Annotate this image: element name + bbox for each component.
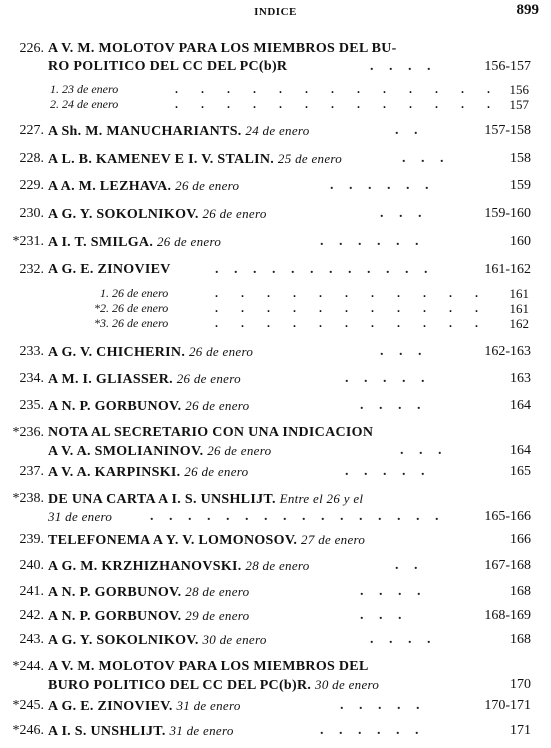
entry-pages: 170	[510, 677, 531, 692]
entry-date: 26 de enero	[156, 234, 222, 249]
entry-title: NOTA AL SECRETARIO CON UNA INDICACION	[48, 425, 374, 440]
entry-date: 28 de enero	[185, 584, 250, 599]
sub-label: 1.	[100, 286, 109, 300]
leader-dots: . . . .	[360, 584, 427, 599]
entry-number: 235.	[19, 398, 44, 413]
entry-title: A V. M. MOLOTOV PARA LOS MIEMBROS DEL BU-	[48, 41, 397, 56]
entry-title: DE UNA CARTA A I. S. UNSHLIJT.	[48, 492, 276, 507]
leader-dots: . . . . . . . . . . .	[215, 301, 488, 315]
entry-date: 30 de enero	[202, 632, 267, 647]
entry-pages: 159	[510, 178, 531, 193]
entry-number: *244.	[12, 659, 44, 674]
sub-entry	[0, 97, 551, 112]
entry-number: 226.	[19, 41, 44, 56]
entry-date-cont: 31 de enero	[48, 509, 113, 524]
leader-dots: . . .	[400, 443, 448, 458]
entry-date: 26 de enero	[176, 371, 241, 386]
entry-date: 26 de enero	[184, 464, 249, 479]
sub-entry	[0, 82, 551, 97]
page-header	[0, 0, 551, 24]
sub-date: 23 de enero	[62, 82, 119, 96]
leader-dots: . . . .	[370, 59, 437, 74]
entry-date: 31 de enero	[176, 698, 241, 713]
entry-pages: 165	[510, 464, 531, 479]
entry-number: 243.	[19, 632, 44, 647]
entry-pages: 160	[510, 234, 531, 249]
page-number: 899	[516, 2, 539, 18]
entry-pages: 167-168	[484, 558, 531, 573]
entry-pages: 161-162	[484, 262, 531, 277]
header-title: INDICE	[254, 6, 297, 18]
sub-pages: 157	[509, 97, 529, 112]
entry-title: A G. Y. SOKOLNIKOV.	[48, 633, 199, 648]
leader-dots: . . .	[380, 206, 428, 221]
leader-dots: . . . . . . . . . . . . .	[175, 97, 500, 111]
entry-number: *238.	[12, 491, 44, 506]
entry-title: A G. V. CHICHERIN.	[48, 345, 186, 360]
sub-pages: 156	[509, 82, 529, 97]
sub-label: 1.	[50, 82, 59, 96]
entry-date: 29 de enero	[185, 608, 250, 623]
entry-pages: 165-166	[484, 509, 531, 524]
sub-entry	[0, 286, 551, 301]
entry-number: 229.	[19, 178, 44, 193]
entry-title: A G. Y. SOKOLNIKOV.	[48, 207, 199, 222]
entry-number: 227.	[19, 123, 44, 138]
entry-pages: 164	[510, 398, 531, 413]
leader-dots: . . . . . . . . . . .	[215, 286, 488, 300]
entry-pages: 159-160	[484, 206, 531, 221]
entry-date: 28 de enero	[245, 558, 310, 573]
entry-date: 30 de enero	[315, 677, 380, 692]
entry-title: A V. M. MOLOTOV PARA LOS MIEMBROS DEL	[48, 659, 369, 674]
leader-dots: . . . .	[360, 398, 427, 413]
entry-pages: 164	[510, 443, 531, 458]
entry-pages: 157-158	[484, 123, 531, 138]
entry-title: A V. A. KARPINSKI.	[48, 465, 181, 480]
sub-date: 24 de enero	[62, 97, 119, 111]
entry-date: 27 de enero	[301, 532, 366, 547]
entry-number: 230.	[19, 206, 44, 221]
entry-pages: 171	[510, 723, 531, 738]
entry-date: 31 de enero	[169, 723, 234, 738]
entry-title: A A. M. LEZHAVA.	[48, 179, 172, 194]
entry-pages: 166	[510, 532, 531, 547]
entry-pages: 163	[510, 371, 531, 386]
entry-title: A G. M. KRZHIZHANOVSKI.	[48, 559, 242, 574]
entry-pages: 168	[510, 584, 531, 599]
leader-dots: . . .	[360, 608, 408, 623]
entry-title: A Sh. M. MANUCHARIANTS.	[48, 124, 242, 139]
leader-dots: . . .	[380, 344, 428, 359]
entry-title-cont: A V. A. SMOLIANINOV.	[48, 444, 204, 459]
entry-number: 228.	[19, 151, 44, 166]
leader-dots: . . . .	[370, 632, 437, 647]
sub-entry	[0, 301, 551, 316]
entry-number: 240.	[19, 558, 44, 573]
entry-title: A N. P. GORBUNOV.	[48, 609, 182, 624]
entry-number: 242.	[19, 608, 44, 623]
entry-date: 24 de enero	[245, 123, 310, 138]
entry-date: 26 de enero	[188, 344, 254, 359]
entry-date: 25 de enero	[277, 151, 343, 166]
entry-title: A L. B. KAMENEV E I. V. STALIN.	[48, 152, 275, 167]
entry-title-cont: RO POLITICO DEL CC DEL PC(b)R	[48, 59, 288, 74]
entry-date: Entre el 26 y el	[279, 491, 364, 506]
entry-pages: 170-171	[484, 698, 531, 713]
leader-dots: . . . . .	[340, 698, 426, 713]
sub-pages: 161	[509, 286, 529, 301]
entry-pages: 162-163	[484, 344, 531, 359]
entry-pages: 156-157	[484, 59, 531, 74]
leader-dots: . .	[395, 123, 424, 138]
leader-dots: . . . . . . . . . . . .	[215, 262, 434, 277]
entry-title: A N. P. GORBUNOV.	[48, 399, 182, 414]
entry-date: 26 de enero	[207, 443, 272, 458]
leader-dots: . . . . . . . . . . . . .	[175, 82, 500, 96]
sub-pages: 162	[509, 316, 529, 331]
entry-number: 239.	[19, 532, 44, 547]
entry-number: 232.	[19, 262, 44, 277]
leader-dots: . . . . .	[345, 371, 431, 386]
leader-dots: . . . . . .	[320, 234, 425, 249]
entry-title: A G. E. ZINOVIEV	[48, 262, 171, 277]
entry-number: 234.	[19, 371, 44, 386]
leader-dots: . . . . . . . . . . . . . . . .	[150, 509, 445, 524]
entry-number: 241.	[19, 584, 44, 599]
entry-title: A N. P. GORBUNOV.	[48, 585, 182, 600]
entry-pages: 158	[510, 151, 531, 166]
entry-number: *236.	[12, 425, 44, 440]
sub-date: 26 de enero	[112, 301, 169, 315]
leader-dots: . .	[395, 558, 424, 573]
entry-title: TELEFONEMA A Y. V. LOMONOSOV.	[48, 533, 298, 548]
entry-number: *246.	[12, 723, 44, 738]
leader-dots: . . . . .	[345, 464, 431, 479]
sub-entry	[0, 316, 551, 331]
sub-date: 26 de enero	[112, 316, 169, 330]
entry-number: *245.	[12, 698, 44, 713]
leader-dots: . . . . . .	[320, 723, 425, 738]
entry-title: A G. E. ZINOVIEV.	[48, 699, 173, 714]
leader-dots: . . .	[402, 151, 450, 166]
sub-label: *3.	[94, 316, 109, 330]
leader-dots: . . . . . .	[330, 178, 435, 193]
entry-title: A M. I. GLIASSER.	[48, 372, 173, 387]
entry-number: *231.	[12, 234, 44, 249]
sub-label: *2.	[94, 301, 109, 315]
entry-pages: 168-169	[484, 608, 531, 623]
entry-pages: 168	[510, 632, 531, 647]
sub-label: 2.	[50, 97, 59, 111]
sub-date: 26 de enero	[112, 286, 169, 300]
entry-number: 233.	[19, 344, 44, 359]
sub-pages: 161	[509, 301, 529, 316]
leader-dots: . . . . . . . . . . .	[215, 316, 488, 330]
entry-title-cont: BURO POLITICO DEL CC DEL PC(b)R.	[48, 678, 312, 693]
entry-title: A I. T. SMILGA.	[48, 235, 154, 250]
entry-date: 26 de enero	[175, 178, 240, 193]
entry-date: 26 de enero	[185, 398, 250, 413]
entry-number: 237.	[19, 464, 44, 479]
entry-date: 26 de enero	[202, 206, 267, 221]
entry-title: A I. S. UNSHLIJT.	[48, 724, 166, 739]
